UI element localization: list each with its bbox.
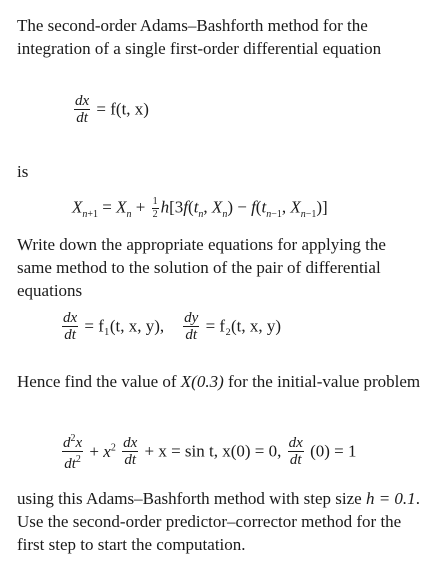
closing-suffix: . Use the second-order predictor–corrector method for the first step to start the computation. (17, 489, 420, 554)
pair-second-rhs: = f₂(t, x, y) (205, 316, 282, 336)
closing-text (17, 487, 422, 556)
ivp-equation: $\frac{d^2x}{dt^2}$ + $x^2$ $\frac{dx}{dt}$ + x = sin t, x(0) = 0, $\frac{dx}{dt}$ (0) = 1 (63, 433, 357, 472)
half-fraction: $\frac{1}{2}$ (152, 196, 158, 220)
intro-text: The second-order Adams–Bashforth method for the integration of a single first-order differential equation (17, 16, 382, 58)
hence-target: X(0.3) (180, 372, 224, 391)
hence-prefix: Hence find the value of (17, 372, 181, 391)
ivp-end: (0) = 1 (310, 441, 357, 461)
ode-rhs: = f(t, x) (96, 99, 149, 119)
d2x-dt2-fraction: $\frac{d^2x}{dt^2}$ (63, 433, 83, 472)
dx-dt-fraction-4: $\frac{dx}{dt}$ (288, 435, 303, 468)
ivp-middle: + x = sin t, x(0) = 0, (144, 441, 282, 461)
dx-dt-fraction-3: $\frac{dx}{dt}$ (123, 435, 138, 468)
closing-step: h = 0.1 (365, 489, 416, 508)
instruction-text: Write down the appropriate equations for applying the same method to the solution of the pair of differential equations (17, 235, 386, 300)
ode-equation (72, 94, 149, 125)
closing-prefix: using this Adams–Bashforth method with step size (17, 489, 366, 508)
is-text: is (17, 162, 29, 181)
ab2-formula: $X_{n+1} = X_n$ + $\frac{1}{2}$ $h[3f(t_n$, $X_n) - f(t_{n-1}$, $X_{n-1}$)] (72, 196, 328, 220)
dx-dt-fraction-2: $\frac{dx}{dt}$ (63, 310, 78, 343)
pair-equations (60, 311, 281, 342)
pair-first-rhs: = f₁(t, x, y), (84, 316, 165, 336)
hence-text (17, 370, 422, 393)
dx-dt-fraction: $\frac{dx}{dt}$ (75, 93, 90, 126)
dy-dt-fraction: $\frac{dy}{dt}$ (184, 310, 199, 343)
hence-suffix: for the initial-value problem (223, 372, 421, 391)
